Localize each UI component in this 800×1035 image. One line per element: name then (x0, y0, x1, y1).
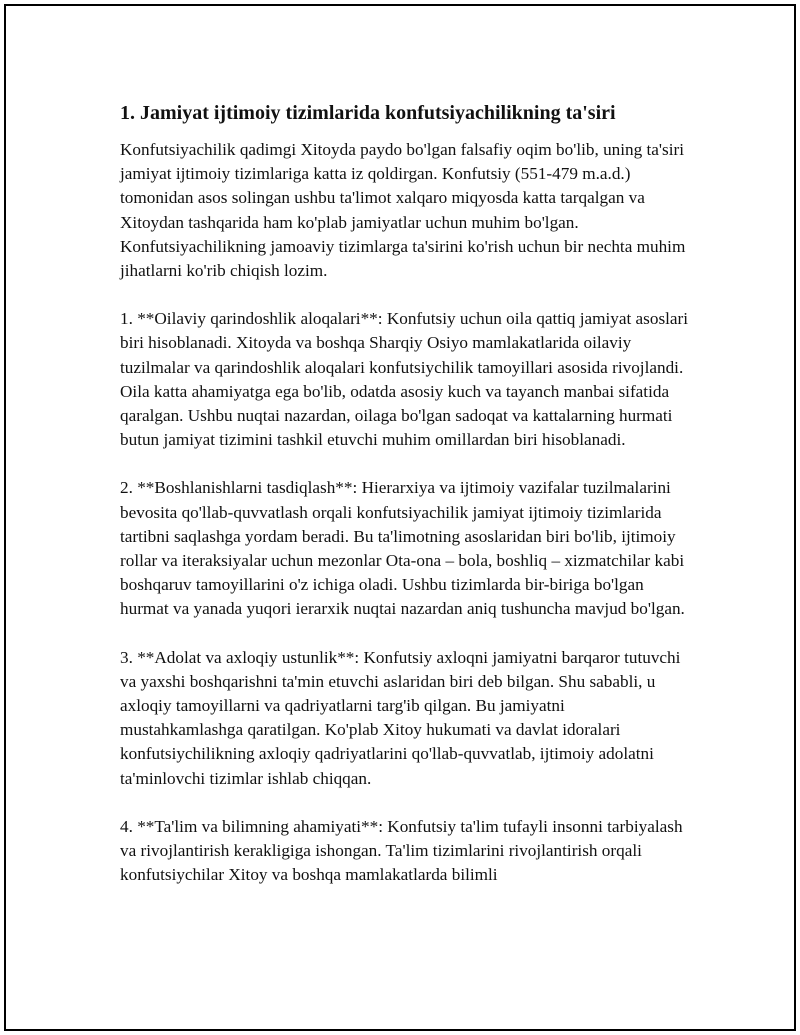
paragraph-hierarchy: 2. **Boshlanishlarni tasdiqlash**: Hierarxiya va ijtimoiy vazifalar tuzilmalarini bevosita qo'llab-quvvatlash orqali konfutsiyachilik jamiyat ijtimoiy tizimlarida tartibni saqlashga yordam beradi. Bu ta'limotning asoslaridan biri bo'lib, ijtimoiy rollar va iteraksiyalar uchun mezonlar Ota-ona – bola, boshliq – xizmatchilar kabi boshqaruv tamoyillarini o'z ichiga oladi. Ushbu tizimlarda bir-biriga bo'lgan hurmat va yanada yuqori ierarxik nuqtai nazardan aniq tushuncha mavjud bo'lgan. (120, 478, 685, 619)
document-title: 1. Jamiyat ijtimoiy tizimlarida konfutsiyachilikning ta'siri (120, 102, 616, 124)
paragraph-family-ties: 1. **Oilaviy qarindoshlik aloqalari**: Konfutsiy uchun oila qattiq jamiyat asoslari biri hisoblanadi. Xitoyda va boshqa Sharqiy Osiyo mamlakatlarida oilaviy tuzilmalar va qarindoshlik aloqalari konfutsiychilik tamoyillari asosida rivojlandi. Oila katta ahamiyatga ega bo'lib, odatda asosiy kuch va tayanch manbai sifatida qaralgan. Ushbu nuqtai nazardan, oilaga bo'lgan sadoqat va kattalarning hurmati butun jamiyat tizimini tashkil etuvchi muhim omillardan biri hisoblanadi. (120, 309, 689, 450)
paragraph-education: 4. **Ta'lim va bilimning ahamiyati**: Konfutsiy ta'lim tufayli insonni tarbiyalash va rivojlantirish kerakligiga ishongan. Ta'lim tizimlarini rivojlantirish orqali konfutsiychilar Xitoy va boshqa mamlakatlarda bilimli (120, 816, 683, 885)
paragraph-intro: Konfutsiyachilik qadimgi Xitoyda paydo bo'lgan falsafiy oqim bo'lib, uning ta'siri jamiyat ijtimoiy tizimlariga katta iz qoldirgan. Konfutsiy (551-479 m.a.d.) tomonidan asos solingan ushbu ta'limot xalqaro miqyosda katta tarqalgan va Xitoydan tashqarida ham ko'plab jamiyatlar uchun muhim bo'lgan. Konfutsiyachilikning jamoaviy tizimlarga ta'sirini ko'rish uchun bir nechta muhim jihatlarni ko'rib chiqish lozim. (120, 140, 686, 281)
page-frame (4, 4, 796, 1031)
paragraph-justice-morality: 3. **Adolat va axloqiy ustunlik**: Konfutsiy axloqni jamiyatni barqaror tutuvchi va yaxshi boshqarishni ta'min etuvchi aslaridan biri deb bilgan. Shu sababli, u axloqiy tamoyillarni va qadriyatlarni targ'ib qilgan. Bu jamiyatni mustahkamlashga qaratilgan. Ko'plab Xitoy hukumati va davlat idoralari konfutsiychilikning axloqiy qadriyatlarini qo'llab-quvvatlab, ijtimoiy adolatni ta'minlovchi tizimlar ishlab chiqqan. (120, 647, 681, 788)
document-body (120, 100, 690, 911)
